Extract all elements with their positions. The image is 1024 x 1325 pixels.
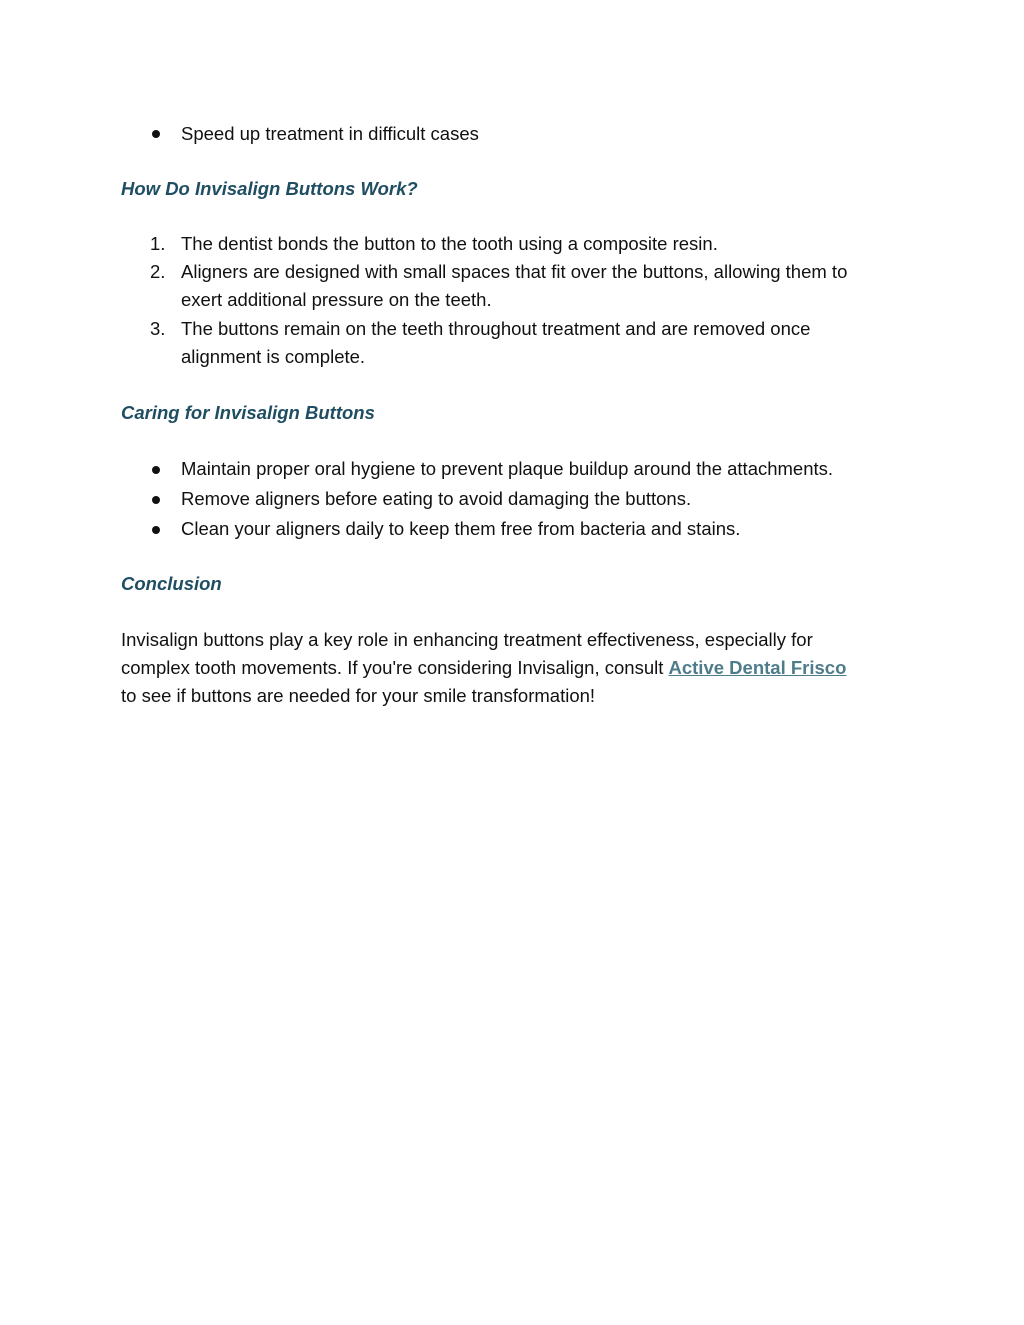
- bullet-dot: [152, 526, 160, 534]
- bullet-dot: [152, 466, 160, 474]
- step-text: The buttons remain on the teeth throughout treatment and are removed once: [181, 318, 811, 339]
- list-item: Speed up treatment in difficult cases: [181, 123, 479, 144]
- step-text: Aligners are designed with small spaces that fit over the buttons, allowing them to: [181, 261, 848, 282]
- paragraph-text: complex tooth movements. If you're considering Invisalign, consult: [121, 657, 669, 678]
- bullet-dot: [152, 496, 160, 504]
- section-heading-conclusion: Conclusion: [121, 573, 222, 594]
- step-text: The dentist bonds the button to the tooth using a composite resin.: [181, 233, 718, 254]
- step-number: 1.: [150, 233, 166, 254]
- paragraph-line: [121, 654, 846, 682]
- list-item: Maintain proper oral hygiene to prevent plaque buildup around the attachments.: [181, 458, 834, 479]
- active-dental-frisco-link[interactable]: Active Dental Frisco: [668, 657, 847, 678]
- list-item: Remove aligners before eating to avoid damaging the buttons.: [181, 488, 692, 509]
- step-text-continued: alignment is complete.: [181, 346, 366, 367]
- paragraph-line: Invisalign buttons play a key role in enhancing treatment effectiveness, especially for: [121, 629, 813, 650]
- bullet-dot: [152, 130, 160, 138]
- list-item: Clean your aligners daily to keep them free from bacteria and stains.: [181, 518, 741, 539]
- section-heading-caring: Caring for Invisalign Buttons: [121, 402, 375, 423]
- step-number: 3.: [150, 318, 166, 339]
- step-number: 2.: [150, 261, 166, 282]
- paragraph-line: to see if buttons are needed for your smile transformation!: [121, 685, 596, 706]
- section-heading-how: How Do Invisalign Buttons Work?: [121, 178, 418, 199]
- step-text-continued: exert additional pressure on the teeth.: [181, 289, 492, 310]
